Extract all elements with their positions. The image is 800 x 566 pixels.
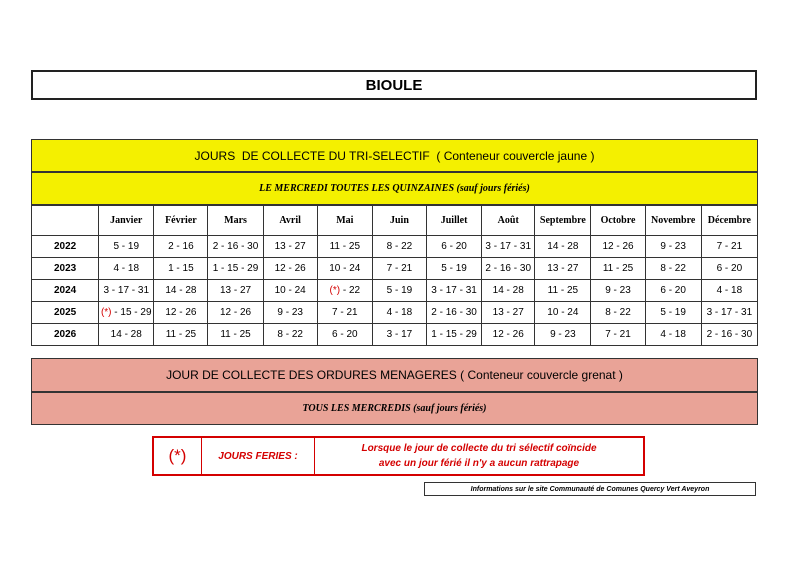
date-text: 5 - 19 [441, 263, 467, 274]
date-cell [427, 236, 482, 258]
date-cell [427, 302, 482, 324]
date-text: 9 - 23 [277, 307, 303, 318]
date-text: - 22 [340, 285, 361, 296]
date-text: 14 - 28 [547, 241, 579, 252]
holiday-mark: (*) [329, 285, 341, 296]
date-text: 8 - 22 [660, 263, 686, 274]
tri-heading-band [31, 139, 758, 172]
tri-heading: JOURS DE COLLECTE DU TRI-SELECTIF ( Conteneur couvercle jaune ) [194, 148, 595, 163]
date-text: 2 - 16 - 30 [706, 329, 753, 340]
holiday-label [202, 438, 315, 474]
date-cell [208, 280, 263, 302]
date-cell [208, 324, 263, 346]
info-footer [424, 482, 756, 496]
date-text: 12 - 26 [165, 307, 197, 318]
date-cell [645, 280, 701, 302]
date-text: 3 - 17 - 31 [706, 307, 753, 318]
date-text: 7 - 21 [386, 263, 413, 274]
date-text: 11 - 25 [547, 285, 579, 296]
month-header: Juillet [427, 206, 482, 236]
date-cell [263, 324, 317, 346]
date-text: 5 - 19 [113, 241, 140, 252]
date-cell [263, 280, 317, 302]
date-text: 2 - 16 [168, 241, 194, 252]
date-cell [208, 302, 263, 324]
date-cell [317, 236, 372, 258]
date-text: 3 - 17 - 31 [431, 285, 477, 296]
date-text: 3 - 17 - 31 [103, 285, 150, 296]
holiday-label-text: JOURS FERIES : [218, 450, 298, 462]
date-cell [427, 258, 482, 280]
date-text: 6 - 20 [441, 241, 467, 252]
date-cell [317, 302, 372, 324]
date-cell [372, 280, 426, 302]
date-cell [535, 236, 591, 258]
date-cell [99, 280, 154, 302]
date-text: 10 - 24 [329, 263, 361, 274]
date-cell [591, 258, 645, 280]
date-cell [317, 280, 372, 302]
date-cell [372, 236, 426, 258]
date-cell [427, 280, 482, 302]
date-cell [591, 236, 645, 258]
holiday-explanation-line2: avec un jour férié il n'y a aucun rattrapage [378, 458, 580, 469]
date-cell [701, 324, 757, 346]
date-text: 8 - 22 [386, 241, 413, 252]
date-cell [701, 258, 757, 280]
date-text: 11 - 25 [220, 329, 251, 340]
date-text: 12 - 26 [492, 329, 524, 340]
date-cell [535, 324, 591, 346]
date-text: 2 - 16 - 30 [431, 307, 477, 318]
om-subheading-band [31, 392, 758, 425]
table-row [32, 258, 758, 280]
date-text: 3 - 17 [386, 329, 413, 340]
table-row [32, 302, 758, 324]
date-cell [701, 302, 757, 324]
date-cell [154, 280, 208, 302]
date-text: 11 - 25 [165, 329, 197, 340]
month-header: Décembre [701, 206, 757, 236]
date-cell [645, 302, 701, 324]
page-title [31, 70, 757, 100]
date-cell [645, 258, 701, 280]
year-cell: 2025 [32, 302, 99, 324]
date-text: 9 - 23 [550, 329, 576, 340]
date-text: 14 - 28 [165, 285, 197, 296]
date-text: 10 - 24 [547, 307, 579, 318]
corner-cell [32, 206, 99, 236]
date-text: 14 - 28 [110, 329, 142, 340]
date-cell [591, 302, 645, 324]
collection-calendar-table [31, 205, 758, 346]
date-text: 13 - 27 [274, 241, 306, 252]
asterisk-symbol [154, 438, 202, 474]
date-text: 9 - 23 [605, 285, 631, 296]
date-cell [535, 280, 591, 302]
date-cell [701, 280, 757, 302]
month-header: Juin [372, 206, 426, 236]
date-cell [154, 302, 208, 324]
date-text: 6 - 20 [332, 329, 358, 340]
date-text: 8 - 22 [277, 329, 303, 340]
date-cell [263, 236, 317, 258]
date-text: 12 - 26 [274, 263, 306, 274]
date-text: 8 - 22 [605, 307, 631, 318]
date-text: 10 - 24 [274, 285, 306, 296]
date-text: 1 - 15 - 29 [431, 329, 477, 340]
date-cell [482, 258, 535, 280]
om-heading: JOUR DE COLLECTE DES ORDURES MENAGERES ( Conteneur couvercle grenat ) [166, 368, 623, 382]
om-heading-band [31, 358, 758, 392]
year-cell: 2023 [32, 258, 99, 280]
date-cell [591, 324, 645, 346]
date-cell [645, 236, 701, 258]
date-text: 13 - 27 [547, 263, 579, 274]
month-header-row [32, 206, 758, 236]
date-cell [263, 302, 317, 324]
date-cell [535, 302, 591, 324]
date-text: 12 - 26 [602, 241, 634, 252]
info-text: Informations sur le site Communauté de Comunes Quercy Vert Aveyron [470, 485, 710, 493]
table-row [32, 236, 758, 258]
month-header: Avril [263, 206, 317, 236]
date-cell [317, 258, 372, 280]
date-cell [99, 302, 154, 324]
date-cell [208, 236, 263, 258]
date-text: 4 - 18 [386, 307, 413, 318]
table-row [32, 324, 758, 346]
year-cell: 2026 [32, 324, 99, 346]
holiday-mark: (*) [100, 307, 112, 318]
month-header: Janvier [99, 206, 154, 236]
month-header: Novembre [645, 206, 701, 236]
date-text: 2 - 16 - 30 [212, 241, 259, 252]
date-cell [154, 236, 208, 258]
date-cell [591, 280, 645, 302]
year-cell: 2024 [32, 280, 99, 302]
asterisk-text: (*) [168, 446, 187, 465]
date-text: 3 - 17 - 31 [485, 241, 532, 252]
month-header: Mai [317, 206, 372, 236]
year-cell: 2022 [32, 236, 99, 258]
date-text: 11 - 25 [329, 241, 360, 252]
date-text: 7 - 21 [716, 241, 743, 252]
date-text: 1 - 15 [168, 263, 194, 274]
date-cell [99, 258, 154, 280]
date-cell [372, 302, 426, 324]
date-cell [482, 302, 535, 324]
date-cell [154, 324, 208, 346]
date-cell [372, 258, 426, 280]
date-cell [317, 324, 372, 346]
holiday-explanation [315, 438, 643, 474]
holiday-explanation-line1: Lorsque le jour de collecte du tri sélectif coïncide [361, 443, 597, 454]
date-text: 4 - 18 [113, 263, 140, 274]
date-cell [535, 258, 591, 280]
date-cell [701, 236, 757, 258]
om-subheading: TOUS LES MERCREDIS (sauf jours fériés) [302, 403, 487, 414]
date-text: 2 - 16 - 30 [485, 263, 532, 274]
date-text: 5 - 19 [386, 285, 413, 296]
tri-subheading-band [31, 172, 758, 205]
date-text: 12 - 26 [219, 307, 252, 318]
date-cell [208, 258, 263, 280]
month-header: Octobre [591, 206, 645, 236]
date-text: 4 - 18 [716, 285, 743, 296]
date-text: - 15 - 29 [111, 307, 152, 318]
date-cell [263, 258, 317, 280]
town-name: BIOULE [365, 76, 423, 94]
date-cell [427, 324, 482, 346]
month-header: Août [482, 206, 535, 236]
date-text: 6 - 20 [716, 263, 743, 274]
table-row [32, 280, 758, 302]
tri-subheading: LE MERCREDI TOUTES LES QUINZAINES (sauf jours fériés) [259, 183, 530, 194]
date-text: 5 - 19 [660, 307, 686, 318]
date-text: 1 - 15 - 29 [212, 263, 259, 274]
month-header: Mars [208, 206, 263, 236]
date-cell [154, 258, 208, 280]
date-cell [645, 324, 701, 346]
date-text: 7 - 21 [605, 329, 631, 340]
date-cell [99, 324, 154, 346]
date-cell [482, 236, 535, 258]
date-text: 13 - 27 [219, 285, 252, 296]
date-text: 11 - 25 [602, 263, 634, 274]
date-text: 6 - 20 [660, 285, 686, 296]
date-text: 4 - 18 [660, 329, 686, 340]
date-text: 9 - 23 [660, 241, 686, 252]
month-header: Février [154, 206, 208, 236]
date-text: 14 - 28 [492, 285, 524, 296]
date-cell [372, 324, 426, 346]
date-cell [99, 236, 154, 258]
date-text: 13 - 27 [492, 307, 524, 318]
date-text: 7 - 21 [332, 307, 358, 318]
date-cell [482, 324, 535, 346]
date-cell [482, 280, 535, 302]
month-header: Septembre [535, 206, 591, 236]
